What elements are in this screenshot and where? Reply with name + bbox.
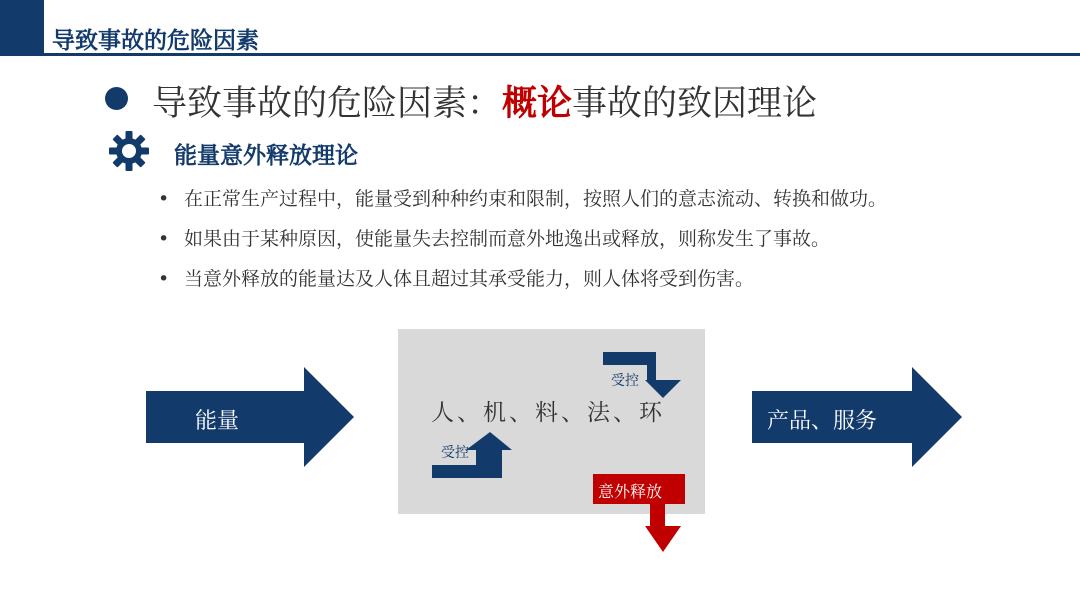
controlled-label-bottom: 受控 <box>441 445 469 461</box>
main-title <box>152 76 817 126</box>
main-title-highlight: 概论 <box>502 84 573 124</box>
header-tab-decoration <box>0 0 44 56</box>
bullet-item: • 如果由于某种原因，使能量失去控制而意外地逸出或释放，则称发生了事故。 <box>158 224 887 264</box>
controlled-label-top: 受控 <box>611 373 639 389</box>
input-arrow-label: 能量 <box>195 409 240 434</box>
section-title: 能量意外释放理论 <box>174 143 358 169</box>
bullet-item: • 在正常生产过程中，能量受到种种约束和限制，按照人们的意志流动、转换和做功。 <box>158 184 887 224</box>
header-band <box>0 0 1080 58</box>
system-elements-text: 人、机、料、法、环 <box>431 400 665 426</box>
main-title-suffix: 事故的致因理论 <box>572 84 818 124</box>
main-title-prefix: 导致事故的危险因素： <box>152 84 503 124</box>
input-arrow <box>146 367 354 467</box>
gear-icon <box>108 130 150 172</box>
bullet-list <box>158 184 887 304</box>
bullet-item: • 当意外释放的能量达及人体且超过其承受能力，则人体将受到伤害。 <box>158 264 887 304</box>
release-label: 意外释放 <box>598 482 663 501</box>
title-bullet-dot <box>105 87 128 110</box>
header-title: 导致事故的危险因素 <box>52 28 259 54</box>
output-arrow-label: 产品、服务 <box>767 409 878 434</box>
